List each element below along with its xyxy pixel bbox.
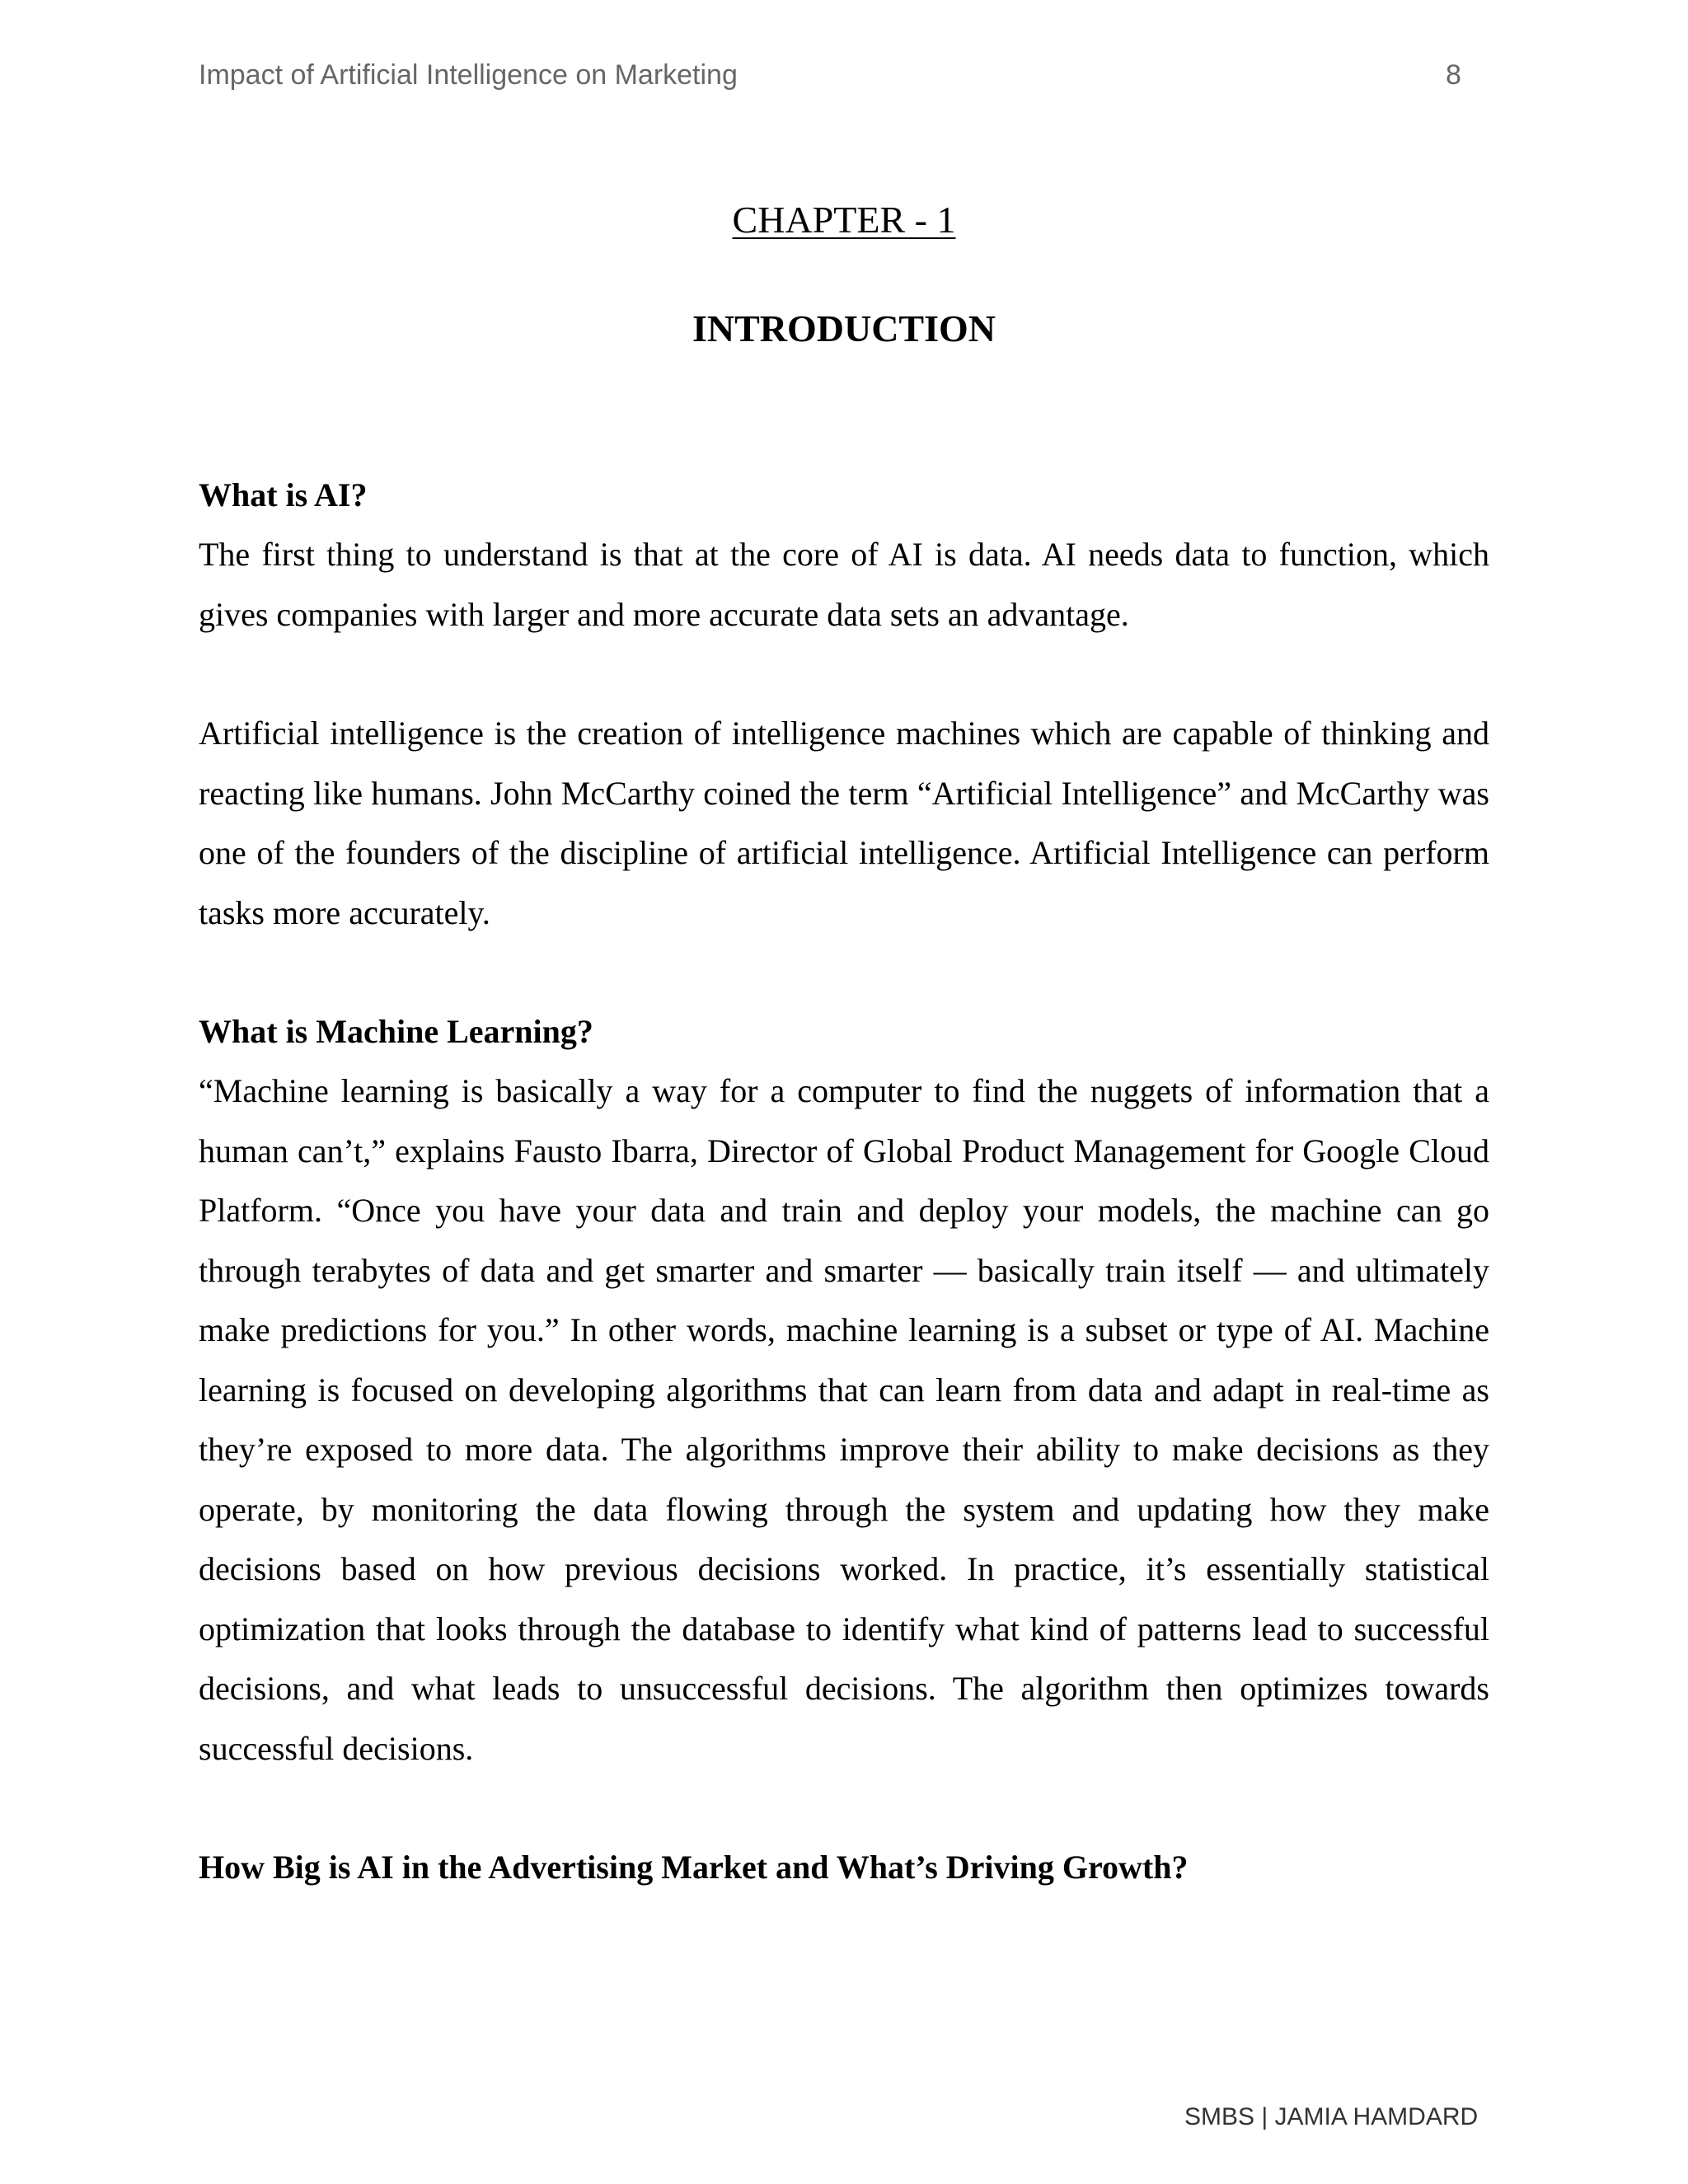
chapter-title: INTRODUCTION — [692, 307, 996, 349]
section-heading: What is AI? — [199, 476, 368, 513]
paragraph: Artificial intelligence is the creation of intelligence machines which are capable of thinking and reacting like humans. John McCarthy coined the term “Artificial Intelligence” and McCarthy was one of the founders of the discipline of artificial intelligence. Artificial Intelligence can perform tasks more accurately. — [199, 715, 1489, 931]
section-heading: What is Machine Learning? — [199, 1013, 593, 1050]
chapter-label: CHAPTER - 1 — [732, 199, 956, 241]
section-heading: How Big is AI in the Advertising Market and What’s Driving Growth? — [199, 1849, 1189, 1886]
body-content — [199, 466, 1489, 1897]
paragraph: The first thing to understand is that at the core of AI is data. AI needs data to function, which gives companies with larger and more accurate data sets an advantage. — [199, 536, 1489, 633]
section-machine-learning — [199, 1002, 1489, 1779]
running-footer: SMBS | JAMIA HAMDARD — [1184, 2103, 1479, 2130]
running-header-title: Impact of Artificial Intelligence on Marketing — [199, 59, 738, 91]
paragraph: “Machine learning is basically a way for a computer to find the nuggets of information that a human can’t,” explains Fausto Ibarra, Director of Global Product Management for Google Cloud Platform. “Once you have your data and train and deploy your models, the machine can go through terabytes of data and get smarter and smarter — basically train itself — and ultimately make predictions for you.” In other words, machine learning is a subset or type of AI. Machine learning is focused on developing algorithms that can learn from data and adapt in real-time as they’re exposed to more data. The algorithms improve their ability to make decisions as they operate, by monitoring the data flowing through the system and updating how they make decisions based on how previous decisions worked. In practice, it’s essentially statistical optimization that looks through the database to identify what kind of patterns lead to successful decisions, and what leads to unsuccessful decisions. The algorithm then optimizes towards successful decisions. — [199, 1072, 1489, 1767]
section-what-is-ai — [199, 466, 1489, 943]
section-ai-advertising-market — [199, 1838, 1489, 1897]
page-number: 8 — [1446, 59, 1461, 91]
